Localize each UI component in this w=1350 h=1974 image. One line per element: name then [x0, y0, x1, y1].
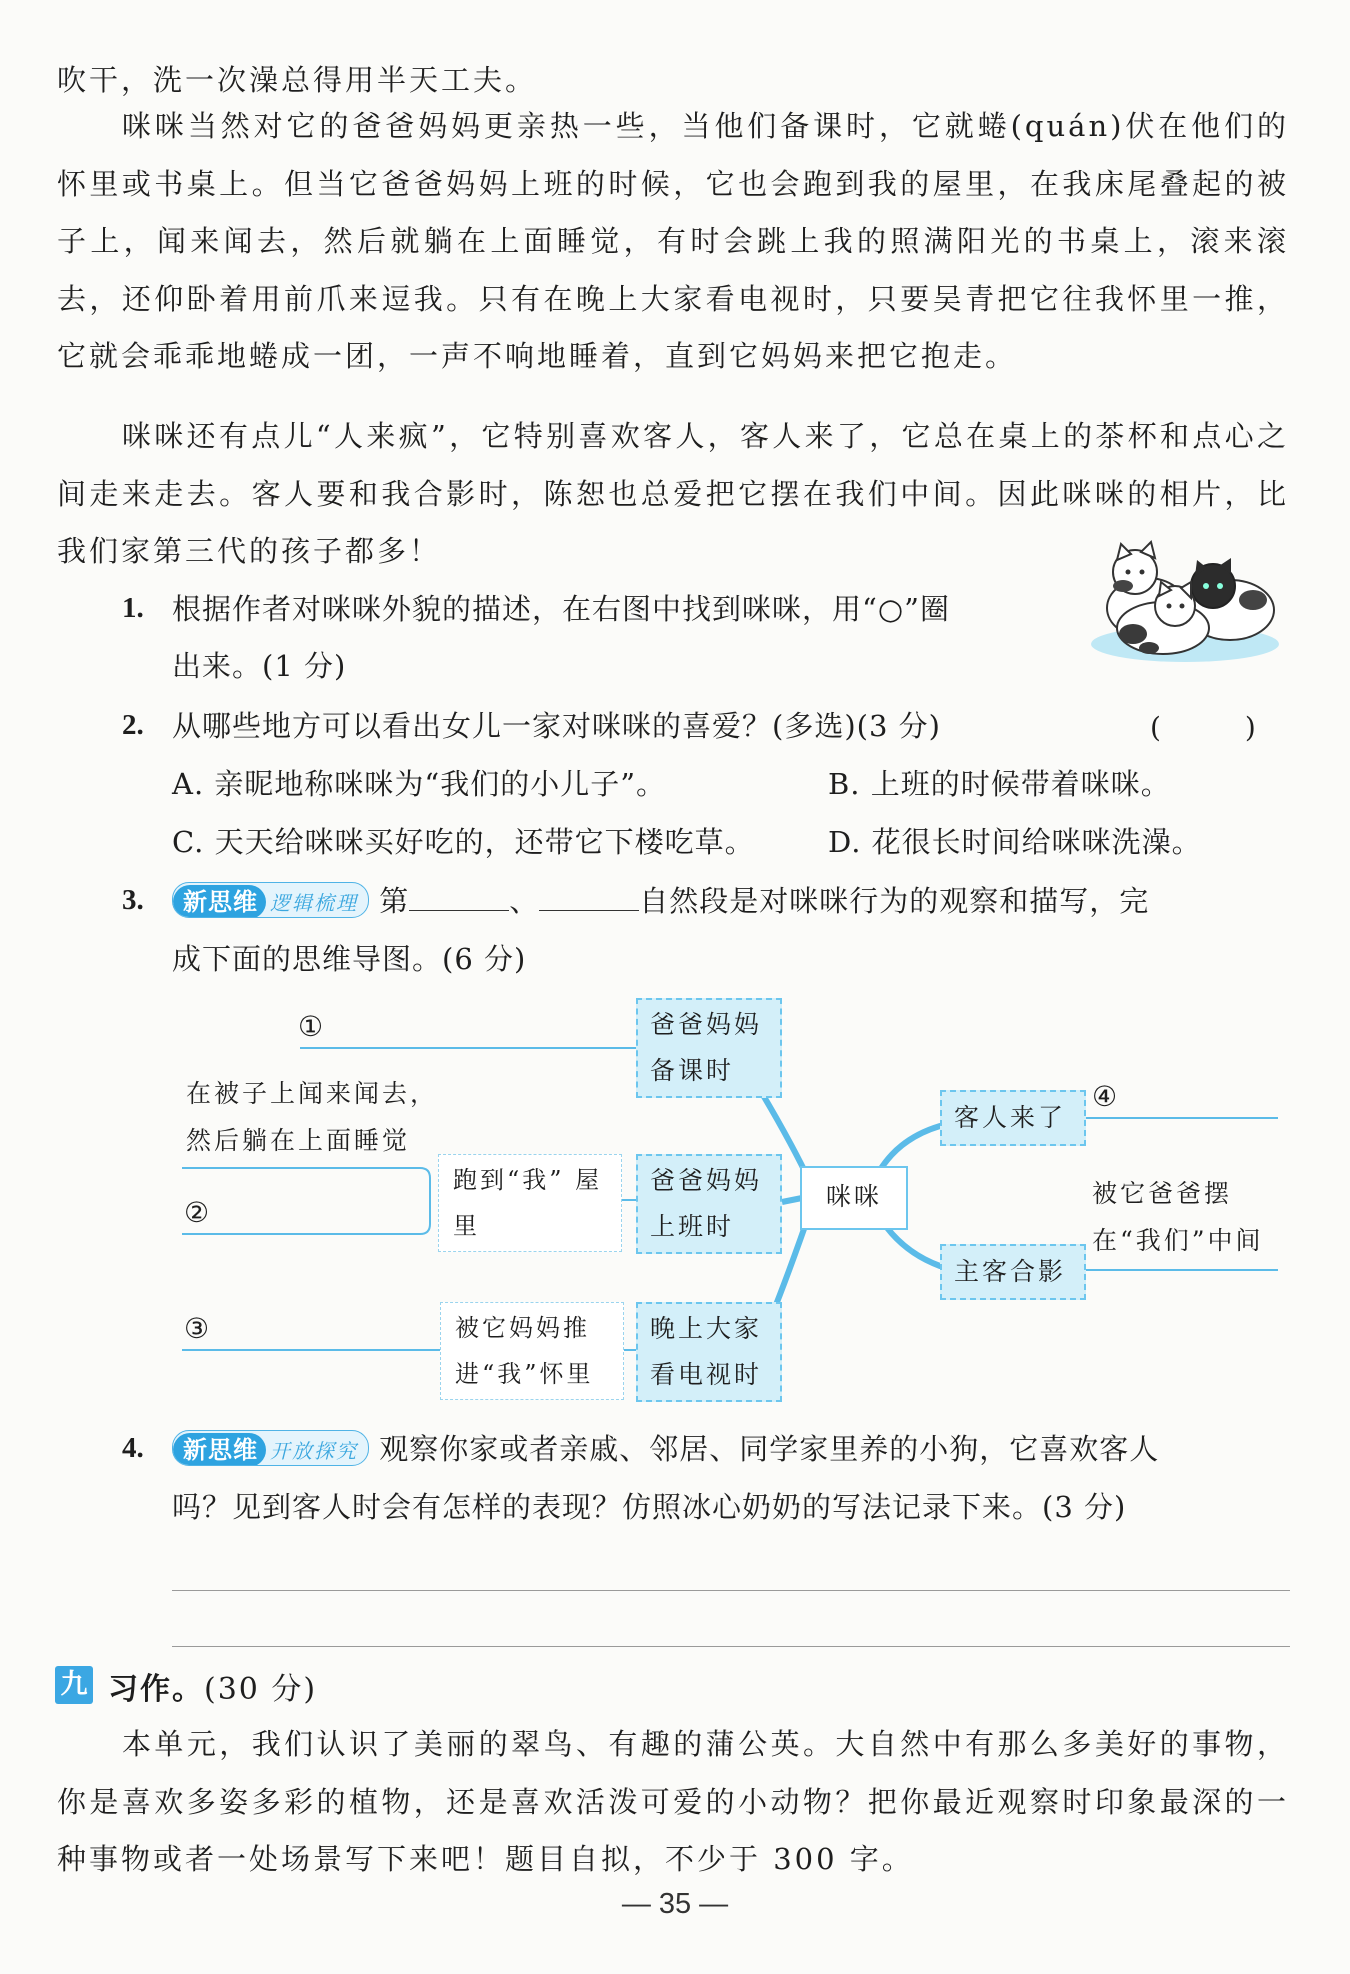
blank-3-marker: ③ [184, 1312, 210, 1345]
node-parents-preparing: 爸爸妈妈 备课时 [636, 998, 782, 1098]
question-3-number: 3. [122, 884, 144, 916]
mind-map [0, 990, 1350, 1410]
question-4-line-1: 新思维 开放探究 观察你家或者亲戚、邻居、同学家里养的小狗，它喜欢客人 [172, 1420, 1159, 1478]
given-text-4: 在“我们”中间 [1092, 1226, 1264, 1255]
blank-2-marker: ② [184, 1196, 210, 1229]
answer-line-1[interactable] [172, 1590, 1290, 1591]
option-c[interactable]: C. 天天给咪咪买好吃的，还带它下楼吃草。 [172, 825, 755, 859]
section-9-title: 习作。(30 分) [108, 1672, 318, 1707]
question-4-line-2: 吗？见到客人时会有怎样的表现？仿照冰心奶奶的写法记录下来。(3 分) [172, 1490, 1127, 1524]
blank-paragraph-1[interactable] [409, 884, 509, 911]
given-text-2: 然后躺在上面睡觉 [186, 1126, 411, 1155]
given-text-1: 在被子上闻来闻去， [186, 1079, 439, 1108]
section-9-label: 九 [55, 1666, 93, 1704]
new-thinking-badge: 新思维 逻辑梳理 [172, 882, 369, 918]
answer-paren[interactable]: ( ) [1150, 711, 1256, 744]
option-d[interactable]: D. 花很长时间给咪咪洗澡。 [828, 825, 1202, 859]
node-evening-tv: 晚上大家 看电视时 [636, 1302, 782, 1402]
passage-paragraph-2: 咪咪还有点儿“人来疯”，它特别喜欢客人，客人来了，它总在桌上的茶杯和点心之间走来走去。客人要和我合影时，陈恕也总爱把它摆在我们中间。因此咪咪的相片，比我们家第三代的孩子都多！ [57, 419, 1289, 568]
node-group-photo: 主客合影 [940, 1244, 1086, 1300]
center-node: 咪咪 [800, 1166, 908, 1230]
answer-line-2[interactable] [172, 1646, 1290, 1647]
blank-1-marker: ① [298, 1010, 324, 1043]
passage-paragraph-1: 咪咪当然对它的爸爸妈妈更亲热一些，当他们备课时，它就蜷(quán)伏在他们的怀里或书桌上。但当它爸爸妈妈上班的时候，它也会跑到我的屋里，在我床尾叠起的被子上，闻来闻去，然后就躺在上面睡觉，有时会跳上我的照满阳光的书桌上，滚来滚去，还仰卧着用前爪来逗我。只有在晚上大家看电视时，只要吴青把它往我怀里一推，它就会乖乖地蜷成一团，一声不响地睡着，直到它妈妈来把它抱走。 [57, 109, 1289, 373]
passage-carry-line: 吹干，洗一次澡总得用半天工夫。 [57, 63, 538, 97]
blank-4-marker: ④ [1092, 1080, 1118, 1113]
given-text-3: 被它爸爸摆 [1092, 1179, 1233, 1208]
sub-node-pushed-to-arms: 被它妈妈推 进“我”怀里 [440, 1302, 624, 1400]
question-2-text: 从哪些地方可以看出女儿一家对咪咪的喜爱？(多选)(3 分) [172, 709, 941, 743]
page-number: — 35 — [621, 1888, 729, 1920]
sub-node-run-to-room: 跑到“我” 屋里 [438, 1154, 622, 1252]
question-1-line-1: 根据作者对咪咪外貌的描述，在右图中找到咪咪，用“○”圈 [172, 592, 950, 626]
question-3-line-2: 成下面的思维导图。(6 分) [172, 942, 527, 976]
question-1-number: 1. [122, 592, 144, 624]
question-1-line-2: 出来。(1 分) [172, 649, 347, 683]
node-guests-come: 客人来了 [940, 1090, 1086, 1146]
new-thinking-badge-2: 新思维 开放探究 [172, 1430, 369, 1466]
section-9-prompt: 本单元，我们认识了美丽的翠鸟、有趣的蒲公英。大自然中有那么多美好的事物，你是喜欢多姿多彩的植物，还是喜欢活泼可爱的小动物？把你最近观察时印象最深的一种事物或者一处场景写下来吧！题目自拟，不少于 300 字。 [57, 1727, 1289, 1876]
node-parents-at-work: 爸爸妈妈 上班时 [636, 1154, 782, 1254]
option-b[interactable]: B. 上班的时候带着咪咪。 [828, 767, 1171, 801]
question-2-number: 2. [122, 709, 144, 741]
cats-illustration [1085, 540, 1285, 665]
blank-paragraph-2[interactable] [539, 884, 639, 911]
question-3-line-1: 新思维 逻辑梳理 第 、 自然段是对咪咪行为的观察和描写，完 [172, 872, 1149, 930]
option-a[interactable]: A. 亲昵地称咪咪为“我们的小儿子”。 [172, 767, 667, 801]
question-4-number: 4. [122, 1432, 144, 1464]
